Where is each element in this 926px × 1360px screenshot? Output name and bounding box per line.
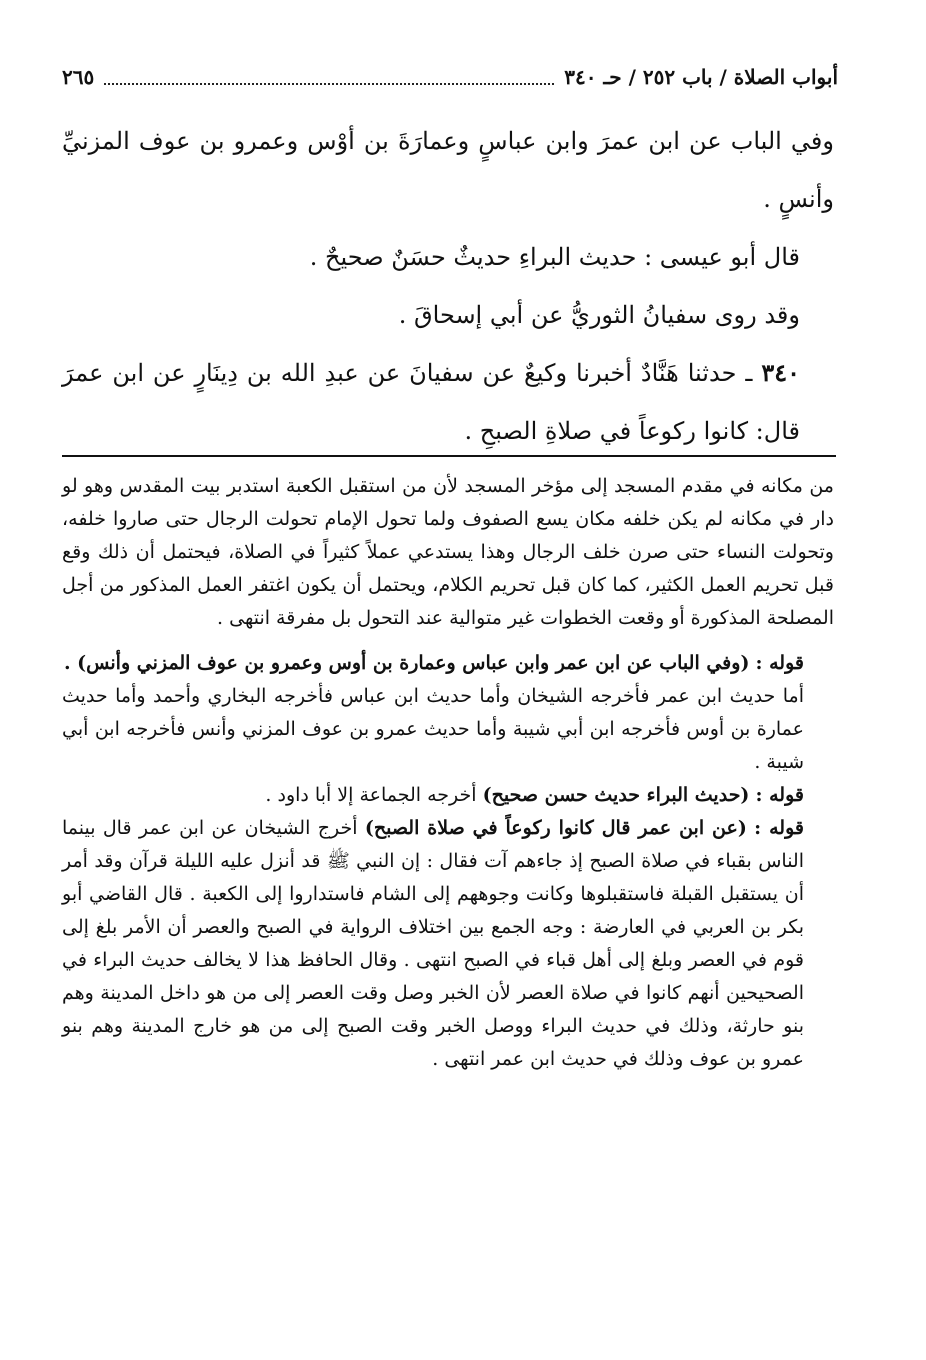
hadith-number: ٣٤٠ [761, 358, 800, 387]
footnote-divider [62, 455, 836, 457]
commentary-text: أخرجه الجماعة إلا أبا داود . [265, 784, 477, 806]
commentary-continuation: من مكانه في مقدم المسجد إلى مؤخر المسجد لأن من استقبل الكعبة استدبر بيت المقدس وهو لو دار في مكانه لم يكن خلفه مكان يسع الصفوف ولما تحول الإمام تحولت الرجال حتى صاروا خلفه، وتحولت النساء حتى صرن خلف الرجال وهذا يستدعي عملاً كثيراً في الصلاة، فيحتمل أن ذلك وقع قبل تحريم العمل الكثير، كما كان قبل تحريم الكلام، ويحتمل أن يكون اغتفر العمل المذكور من أجل المصلحة المذكورة أو وقعت الخطوات غير متوالية عند التحول بل مفرقة انتهى . [62, 475, 834, 629]
paragraph-chapter-note: وفي الباب عن ابن عمرَ وابن عباسٍ وعمارَةَ بن أوْس وعمرو بن عوف المزنيِّ وأنسٍ . [62, 127, 834, 213]
quoted-text: (وفي الباب عن ابن عمر وابن عباس وعمارة بن أوس وعمرو بن عوف المزني وأنس) . [63, 652, 750, 674]
commentary-takhrij-1: أما حديث ابن عمر فأخرجه الشيخان وأما حديث ابن عباس فأخرجه البخاري وأحمد وأما حديث عمارة بن أوس فأخرجه ابن أبي شيبة وأما حديث عمرو بن عوف المزني وأنس فأخرجه ابن أبي شيبة . [62, 685, 804, 773]
page-number: ٢٦٥ [62, 65, 95, 89]
commentary [62, 470, 834, 1076]
commentary-qawluhu-1 [62, 647, 834, 680]
qawluhu-label: قوله : [755, 784, 804, 806]
quoted-text: (عن ابن عمر قال كانوا ركوعاً في صلاة الصبح) [364, 817, 747, 839]
running-header [62, 62, 838, 92]
commentary-text: أخرج الشيخان عن ابن عمر قال بينما الناس بقباء في صلاة الصبح إذ جاءهم آت فقال : إن النبي ﷺ قد أنزل عليه الليلة قرآن وقد أمر أن يستقبل القبلة فاستقبلوها وكانت وجوههم إلى الشام فاستداروا إلى الكعبة . قال القاضي أبو بكر بن العربي في العارضة : وجه الجمع بين اختلاف الرواية في الصبح والعصر أن الأمر بلغ إلى قوم في العصر وبلغ إلى أهل قباء في الصبح انتهى . وقال الحافظ هذا لا يخالف حديث البراء في الصحيحين أنهم كانوا في صلاة العصر لأن الخبر وصل وقت العصر إلى من هو داخل المدينة وهم بنو حارثة، وذلك في حديث البراء ووصل الخبر وقت الصبح إلى من هو خارج المدينة وهم بنو عمرو بن عوف وذلك في حديث ابن عمر انتهى . [62, 817, 804, 1070]
commentary-qawluhu-2 [62, 779, 834, 812]
hadith-340 [62, 344, 834, 460]
commentary-qawluhu-3 [62, 812, 834, 1076]
paragraph-abu-isa: قال أبو عيسى : حديث البراءِ حديثٌ حسَنٌ صحيحٌ . [309, 243, 800, 271]
hadith-text: ـ حدثنا هَنَّادٌ أخبرنا وكيعٌ عن سفيانَ عن عبدِ الله بن دِينَارٍ عن ابن عمرَ قال: كانوا ركوعاً في صلاةِ الصبحِ . [62, 359, 800, 445]
main-text [62, 112, 834, 460]
paragraph-sufyan: وقد روى سفيانُ الثوريُّ عن أبي إسحاقَ . [398, 301, 800, 329]
quoted-text: (حديث البراء حديث حسن صحيح) [482, 784, 750, 806]
header-dot-leader [104, 69, 554, 85]
qawluhu-label: قوله : [755, 652, 804, 674]
qawluhu-label: قوله : [754, 817, 804, 839]
header-title: أبواب الصلاة / باب ٢٥٢ / حـ ٣٤٠ [564, 65, 838, 89]
